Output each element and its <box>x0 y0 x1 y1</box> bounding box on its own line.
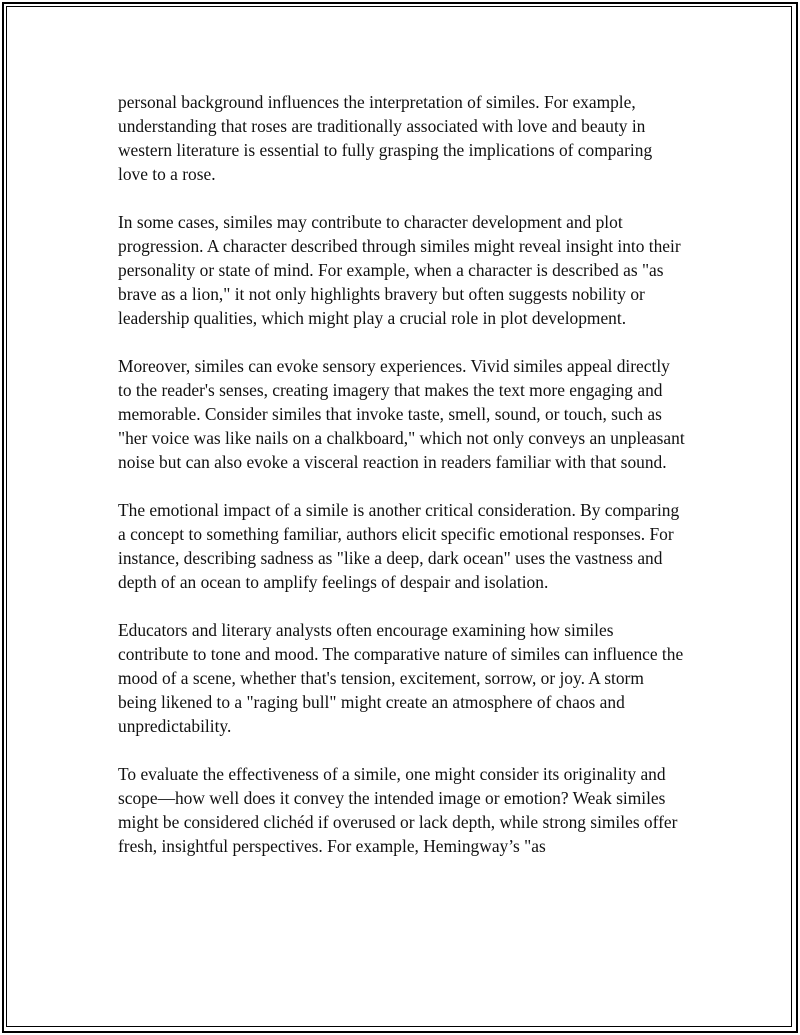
paragraph-6: To evaluate the effectiveness of a simile, one might consider its originality and scope—how well does it convey the intended image or emotion? Weak similes might be considered clichéd if overused or lack depth, while strong similes offer fresh, insightful perspectives. For example, Hemingway’s "as <box>118 764 678 856</box>
document-body <box>118 90 686 882</box>
paragraph-2: In some cases, similes may contribute to character development and plot progression. A character described through similes might reveal insight into their personality or state of mind. For example, when a character is described as "as brave as a lion," it not only highlights bravery but often suggests nobility or leadership qualities, which might play a crucial role in plot development. <box>118 212 681 328</box>
paragraph-3: Moreover, similes can evoke sensory experiences. Vivid similes appeal directly to the reader's senses, creating imagery that makes the text more engaging and memorable. Consider similes that invoke taste, smell, sound, or touch, such as "her voice was like nails on a chalkboard," which not only conveys an unpleasant noise but can also evoke a visceral reaction in readers familiar with that sound. <box>118 356 685 472</box>
paragraph-4: The emotional impact of a simile is another critical consideration. By comparing a concept to something familiar, authors elicit specific emotional responses. For instance, describing sadness as "like a deep, dark ocean" uses the vastness and depth of an ocean to amplify feelings of despair and isolation. <box>118 500 680 592</box>
paragraph-5: Educators and literary analysts often encourage examining how similes contribute to tone and mood. The comparative nature of similes can influence the mood of a scene, whether that's tension, excitement, sorrow, or joy. A storm being likened to a "raging bull" might create an atmosphere of chaos and unpredictability. <box>118 620 684 736</box>
paragraph-1: personal background influences the interpretation of similes. For example, understanding that roses are traditionally associated with love and beauty in western literature is essential to fully grasping the implications of comparing love to a rose. <box>118 92 653 184</box>
